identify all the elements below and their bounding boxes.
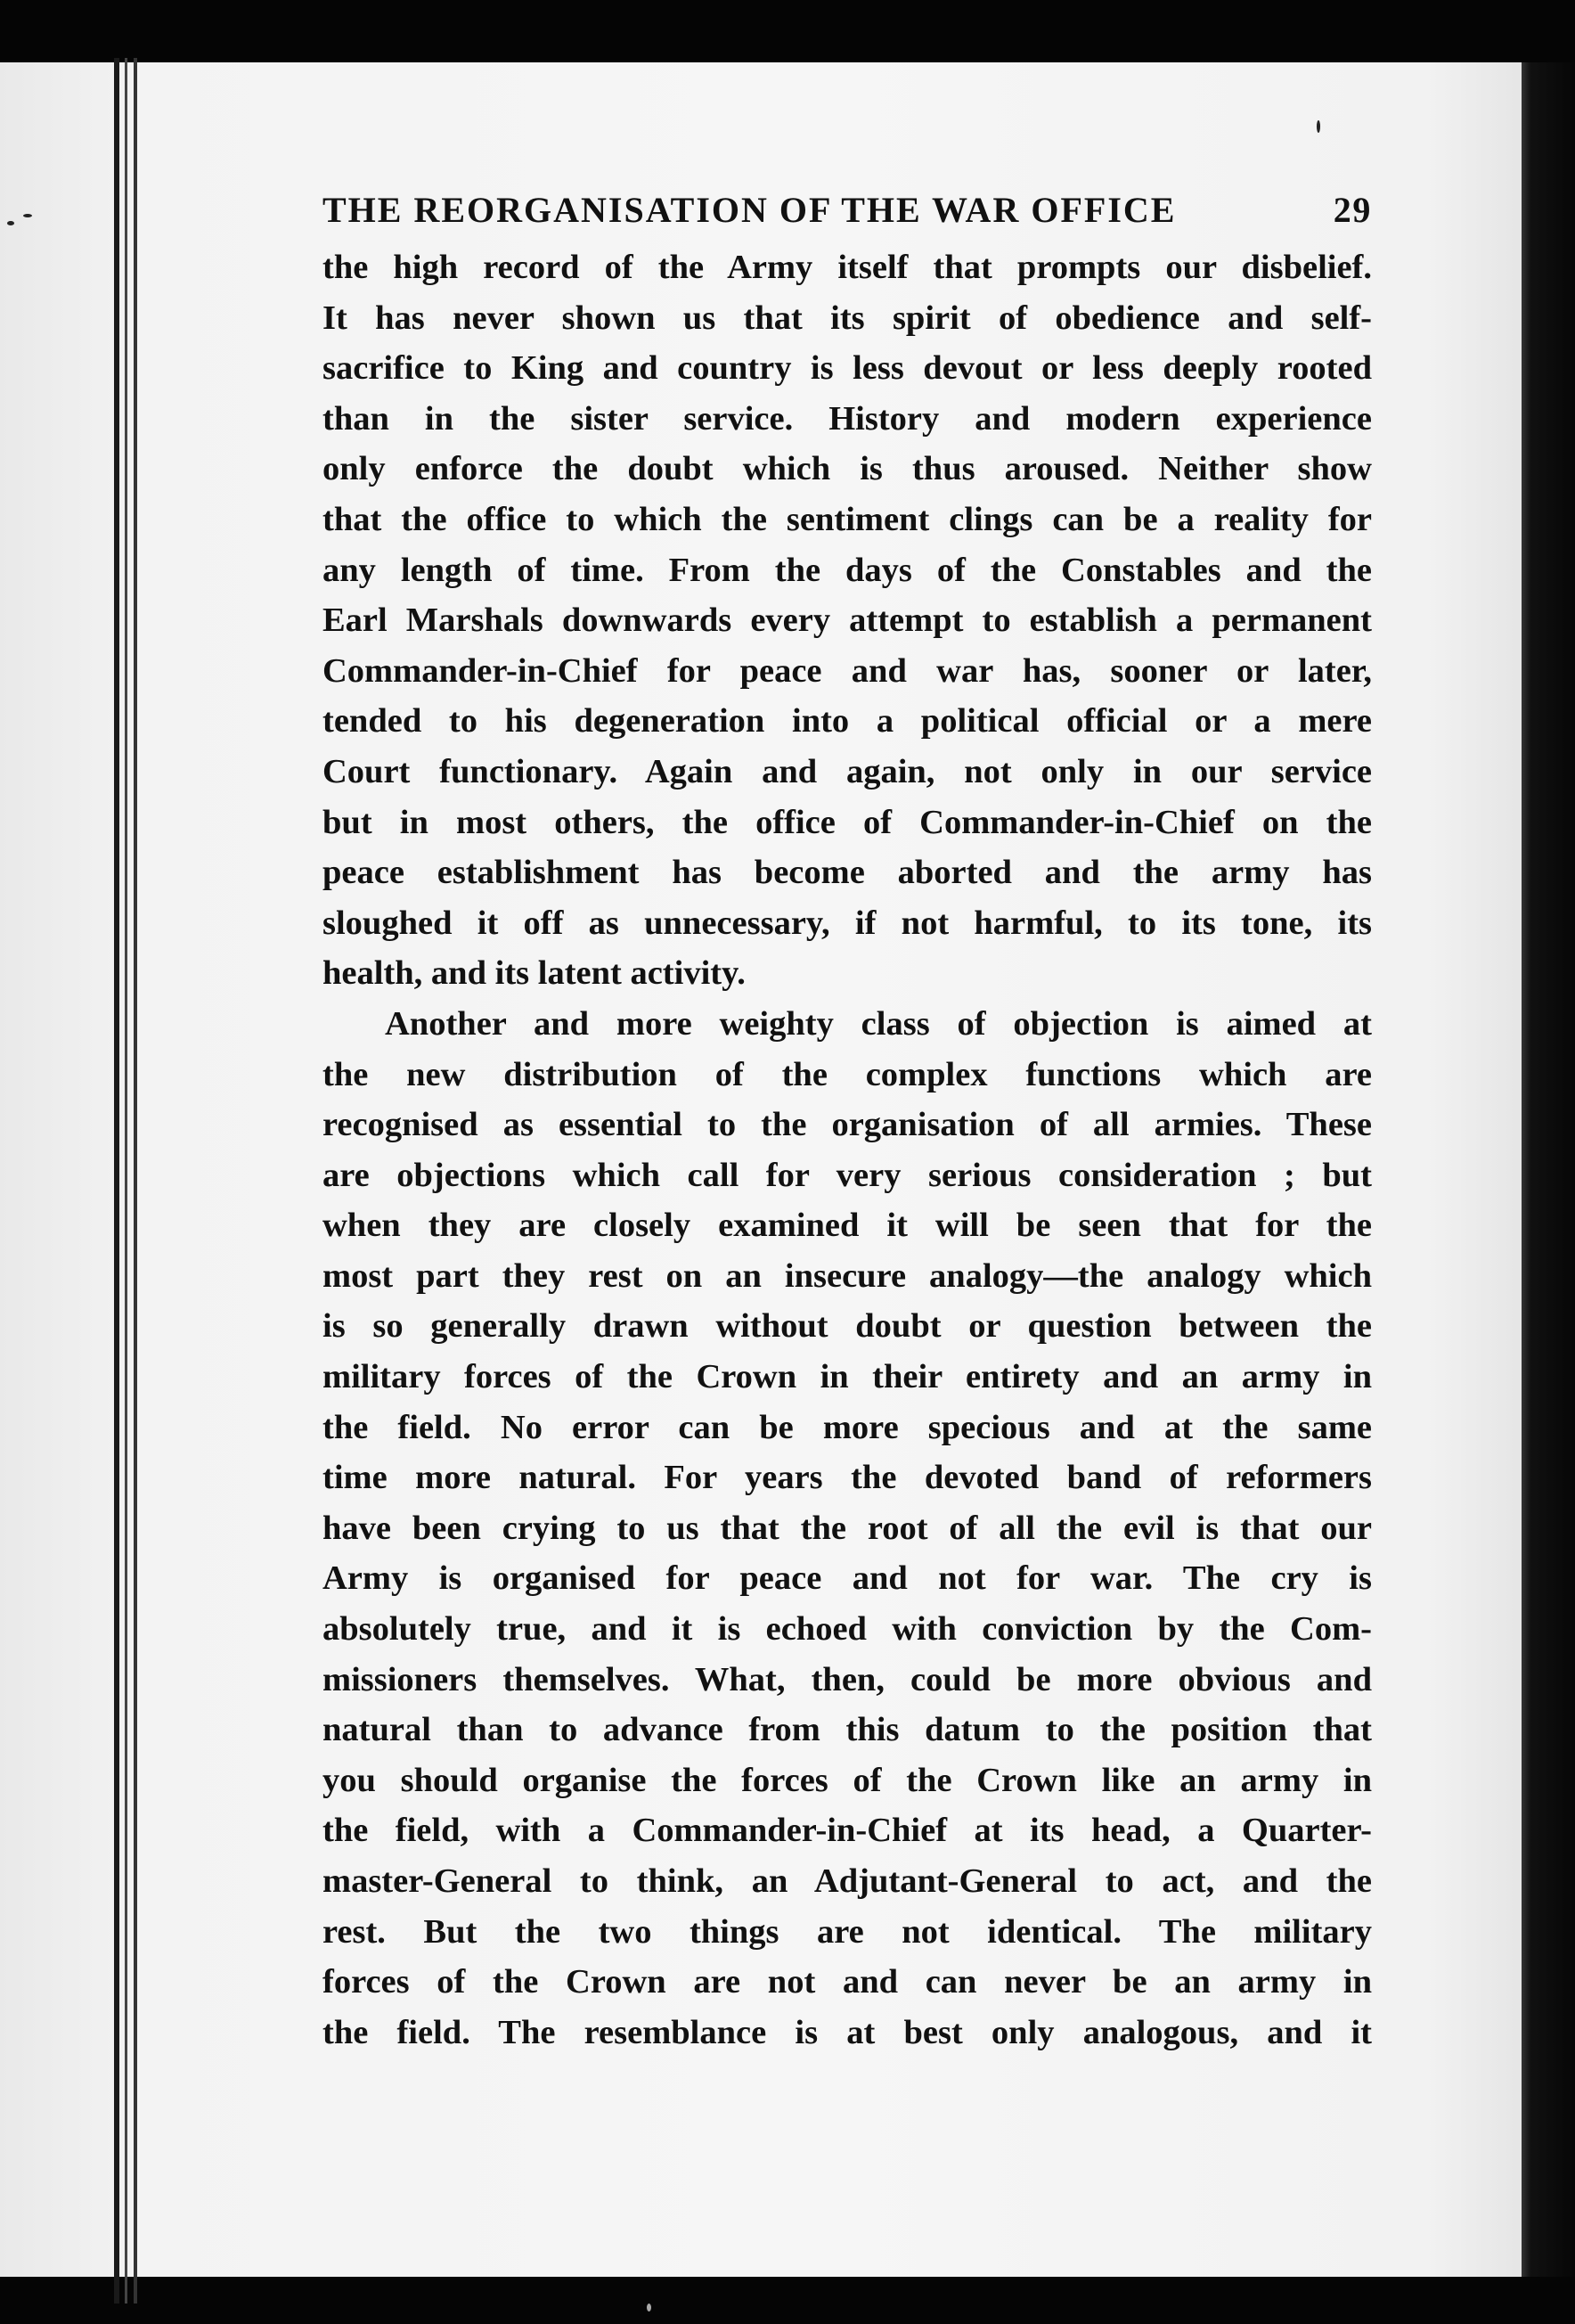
page-number: 29	[1333, 190, 1372, 230]
scan-speck	[1317, 120, 1320, 133]
scan-border-top	[0, 0, 1575, 64]
text-line: any length of time. From the days of the Constables and the	[322, 551, 1372, 589]
scan-speck	[23, 214, 32, 217]
text-line: Another and more weighty class of objection is aimed at	[385, 1004, 1372, 1043]
text-line: you should organise the forces of the Crown like an army in	[322, 1761, 1372, 1799]
book-gutter	[105, 58, 159, 2304]
text-line: Army is organised for peace and not for war. The cry is	[322, 1559, 1372, 1598]
paragraph	[322, 999, 1372, 2058]
text-line: forces of the Crown are not and can never be an army in	[322, 1963, 1372, 2001]
text-line: It has never shown us that its spirit of obedience and self-	[322, 299, 1372, 337]
text-line: than in the sister service. History and modern experience	[322, 399, 1372, 438]
paragraph	[322, 242, 1372, 999]
text-line: sloughed it off as unnecessary, if not harmful, to its tone, its	[322, 904, 1372, 942]
text-line: Commander-in-Chief for peace and war has, sooner or later,	[322, 651, 1372, 690]
text-line: that the office to which the sentiment clings can be a reality for	[322, 500, 1372, 538]
text-line: are objections which call for very serious consideration ; but	[322, 1156, 1372, 1194]
text-line: missioners themselves. What, then, could be more obvious and	[322, 1660, 1372, 1698]
text-line: Court functionary. Again and again, not only in our service	[322, 752, 1372, 790]
text-line: the high record of the Army itself that prompts our disbelief.	[322, 249, 1372, 286]
book-page-text	[322, 189, 1372, 2058]
scan-border-right	[1522, 62, 1575, 2324]
text-line: recognised as essential to the organisation of all armies. These	[322, 1106, 1372, 1144]
text-line: the new distribution of the complex functions which are	[322, 1055, 1372, 1093]
text-line: time more natural. For years the devoted band of reformers	[322, 1459, 1372, 1497]
text-line: but in most others, the office of Commander-in-Chief on the	[322, 803, 1372, 841]
text-line: rest. But the two things are not identical. The military	[322, 1912, 1372, 1951]
text-line: military forces of the Crown in their entirety and an army in	[322, 1358, 1372, 1396]
scan-border-bottom	[0, 2277, 1575, 2324]
text-line: natural than to advance from this datum to the position that	[322, 1711, 1372, 1749]
text-line: absolutely true, and it is echoed with conviction by the Com-	[322, 1610, 1372, 1649]
text-line: the field. The resemblance is at best only analogous, and it	[322, 2013, 1372, 2051]
text-line: when they are closely examined it will be seen that for the	[322, 1207, 1372, 1245]
text-line: Earl Marshals downwards every attempt to establish a permanent	[322, 601, 1372, 640]
text-line: is so generally drawn without doubt or question between the	[322, 1307, 1372, 1346]
text-line: health, and its latent activity.	[322, 954, 746, 993]
text-line: the field, with a Commander-in-Chief at its head, a Quarter-	[322, 1812, 1372, 1850]
scan-speck	[7, 221, 14, 225]
text-line: have been crying to us that the root of all the evil is that our	[322, 1509, 1372, 1547]
running-head	[322, 189, 1372, 242]
text-line: master-General to think, an Adjutant-General to act, and the	[322, 1862, 1372, 1900]
text-line: peace establishment has become aborted and the army has	[322, 854, 1372, 892]
running-head-title: THE REORGANISATION OF THE WAR OFFICE	[322, 190, 1177, 230]
text-line: most part they rest on an insecure analogy—the analogy which	[322, 1256, 1372, 1295]
text-line: the field. No error can be more specious and at the same	[322, 1408, 1372, 1446]
text-line: only enforce the doubt which is thus aroused. Neither show	[322, 450, 1372, 488]
text-line: sacrifice to King and country is less devout or less deeply rooted	[322, 349, 1372, 388]
text-line: tended to his degeneration into a political official or a mere	[322, 702, 1372, 741]
scan-speck	[647, 2304, 651, 2312]
